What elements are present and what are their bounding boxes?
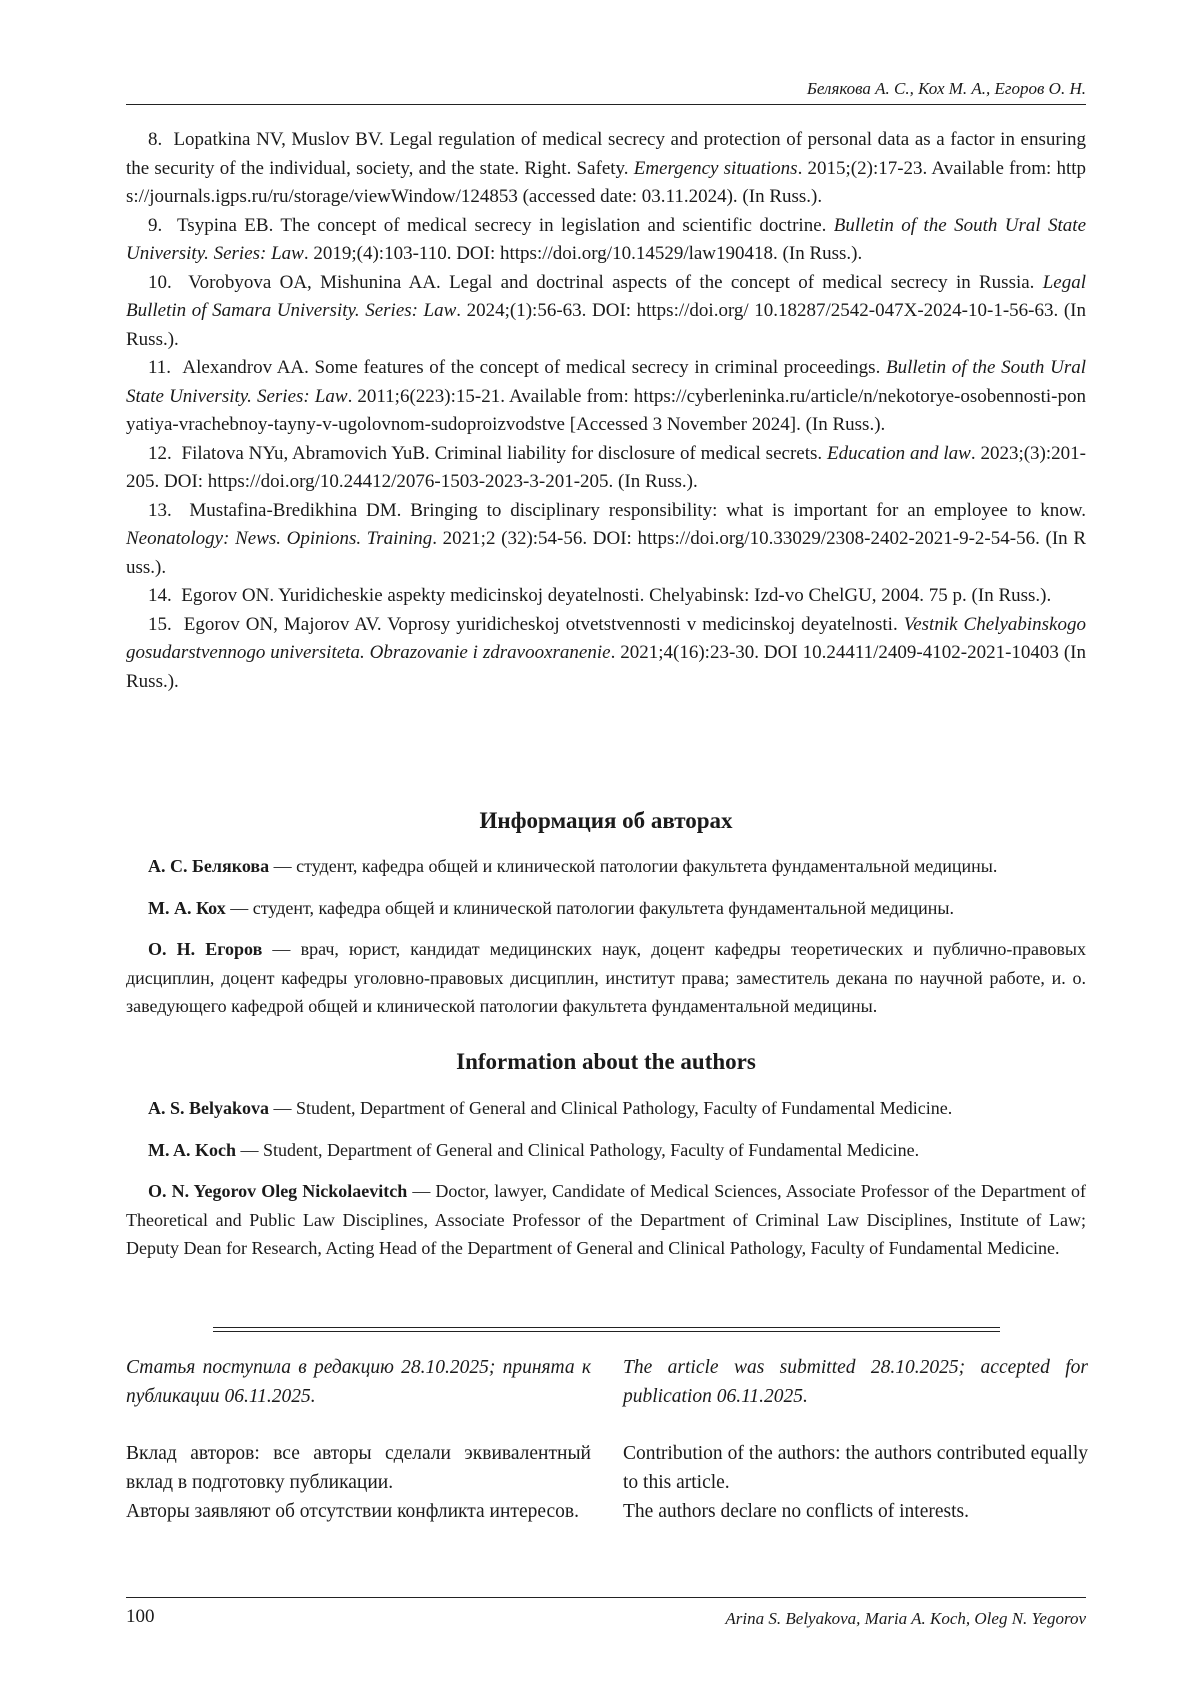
reference-item: 11. Alexandrov AA. Some features of the concept of medical secrecy in criminal proceedings. Bulletin of the South Ural State University. Series: Law. 2011;6(223):15-21. Available from: https://cyberleninka.ru/article/n/nekotorye-osobennosti-ponyatiya-vrachebnoy-tayny-v-ugolovnom-sudoproizvodstve [Accessed 3 November 2024]. (In Russ.). <box>126 357 1086 435</box>
authors-info-title-en: Information about the authors <box>456 1049 756 1074</box>
reference-item: 9. Tsypina EB. The concept of medical secrecy in legislation and scientific doctrine. Bulletin of the South Ural State University. Series: Law. 2019;(4):103-110. DOI: https://doi.org/10.14529/law190418. (In Russ.). <box>126 214 1087 264</box>
authors-info-ru <box>126 852 1086 1034</box>
author-name: M. A. Koch <box>148 1139 236 1160</box>
footer-authors: Arina S. Belyakova, Maria A. Koch, Oleg N. Yegorov <box>725 1609 1086 1628</box>
page-number: 100 <box>126 1606 155 1627</box>
reference-item: 10. Vorobyova OA, Mishunina AA. Legal and doctrinal aspects of the concept of medical secrecy in Russia. Legal Bulletin of Samara University. Series: Law. 2024;(1):56-63. DOI: https://doi.org/ 10.18287/2542-047X-2024-10-1-56-63. (In Russ.). <box>126 271 1086 350</box>
section-divider <box>213 1327 1000 1332</box>
publication-info-ru <box>126 1353 591 1526</box>
reference-item: 12. Filatova NYu, Abramovich YuB. Criminal liability for disclosure of medical secrets. Education and law. 2023;(3):201-205. DOI: https://doi.org/10.24412/2076-1503-2023-3-201-205. (In Russ.). <box>126 442 1086 492</box>
author-name: А. С. Белякова <box>148 856 270 876</box>
reference-item: 8. Lopatkina NV, Muslov BV. Legal regulation of medical secrecy and protection of personal data as a factor in ensuring the security of the individual, society, and the state. Right. Safety. Emergency situations. 2015;(2):17-23. Available from: https://journals.igps.ru/ru/storage/viewWindow/124853 (accessed date: 03.11.2024). (In Russ.). <box>126 129 1086 207</box>
reference-item: 15. Egorov ON, Majorov AV. Voprosy yuridicheskoj otvetstvennosti v medicinskoj deyatelnosti. Vestnik Chelyabinskogo gosudarstvennogo universiteta. Obrazovanie i zdravooxranenie. 2021;4(16):23-30. DOI 10.24411/2409-4102-2021-10403 (In Russ.). <box>126 613 1086 692</box>
reference-item: 14. Egorov ON. Yuridicheskie aspekty medicinskoj deyatelnosti. Chelyabinsk: Izd-vo ChelGU, 2004. 75 p. (In Russ.). <box>148 585 1052 606</box>
author-name: О. Н. Егоров <box>148 939 263 959</box>
contribution-statement: Вклад авторов: все авторы сделали эквивалентный вклад в подготовку публикации. <box>126 1443 591 1493</box>
footer-rule <box>126 1597 1086 1598</box>
author-entry: M. A. Koch — Student, Department of General and Clinical Pathology, Faculty of Fundamental Medicine. <box>148 1139 920 1160</box>
reference-item: 13. Mustafina-Bredikhina DM. Bringing to disciplinary responsibility: what is important for an employee to know. Neonatology: News. Opinions. Training. 2021;2 (32):54-56. DOI: https://doi.org/10.33029/2308-2402-2021-9-2-54-56. (In Russ.). <box>126 499 1086 578</box>
author-name: A. S. Belyakova <box>148 1098 270 1118</box>
submission-dates: The article was submitted 28.10.2025; accepted for publication 06.11.2025. <box>623 1357 1088 1407</box>
author-entry: A. S. Belyakova — Student, Department of General and Clinical Pathology, Faculty of Fundamental Medicine. <box>148 1098 953 1118</box>
authors-info-title-ru: Информация об авторах <box>479 808 733 833</box>
submission-dates: Статья поступила в редакцию 28.10.2025; принята к публикации 06.11.2025. <box>126 1357 591 1407</box>
publication-info-en <box>623 1353 1088 1526</box>
conflict-statement: The authors declare no conflicts of interests. <box>623 1501 970 1522</box>
contribution-statement: Contribution of the authors: the authors contributed equally to this article. <box>623 1443 1088 1493</box>
conflict-statement: Авторы заявляют об отсутствии конфликта интересов. <box>126 1501 579 1522</box>
author-name: O. N. Yegorov Oleg Nickolaevitch <box>148 1181 408 1201</box>
reference-list <box>126 126 1086 696</box>
author-entry: М. А. Кох — студент, кафедра общей и клинической патологии факультета фундаментальной медицины. <box>148 897 954 918</box>
running-head: Белякова А. С., Кох М. А., Егоров О. Н. <box>806 79 1086 98</box>
author-entry: O. N. Yegorov Oleg Nickolaevitch — Doctor, lawyer, Candidate of Medical Sciences, Associate Professor of the Department of Theoretical and Public Law Disciplines, Associate Professor of the Department of Criminal Law Disciplines, Institute of Law; Deputy Dean for Research, Acting Head of the Department of General and Clinical Pathology, Faculty of Fundamental Medicine. <box>126 1181 1086 1258</box>
author-name: М. А. Кох <box>148 897 226 918</box>
author-entry: О. Н. Егоров — врач, юрист, кандидат медицинских наук, доцент кафедры теоретических и публично-правовых дисциплин, доцент кафедры уголовно-правовых дисциплин, институт права; заместитель декана по научной работе, и. о. заведующего кафедрой общей и клинической патологии факультета фундаментальной медицины. <box>126 939 1086 1016</box>
authors-info-en <box>126 1094 1086 1276</box>
header-rule <box>126 104 1086 105</box>
author-entry: А. С. Белякова — студент, кафедра общей и клинической патологии факультета фундаментальной медицины. <box>148 856 998 876</box>
